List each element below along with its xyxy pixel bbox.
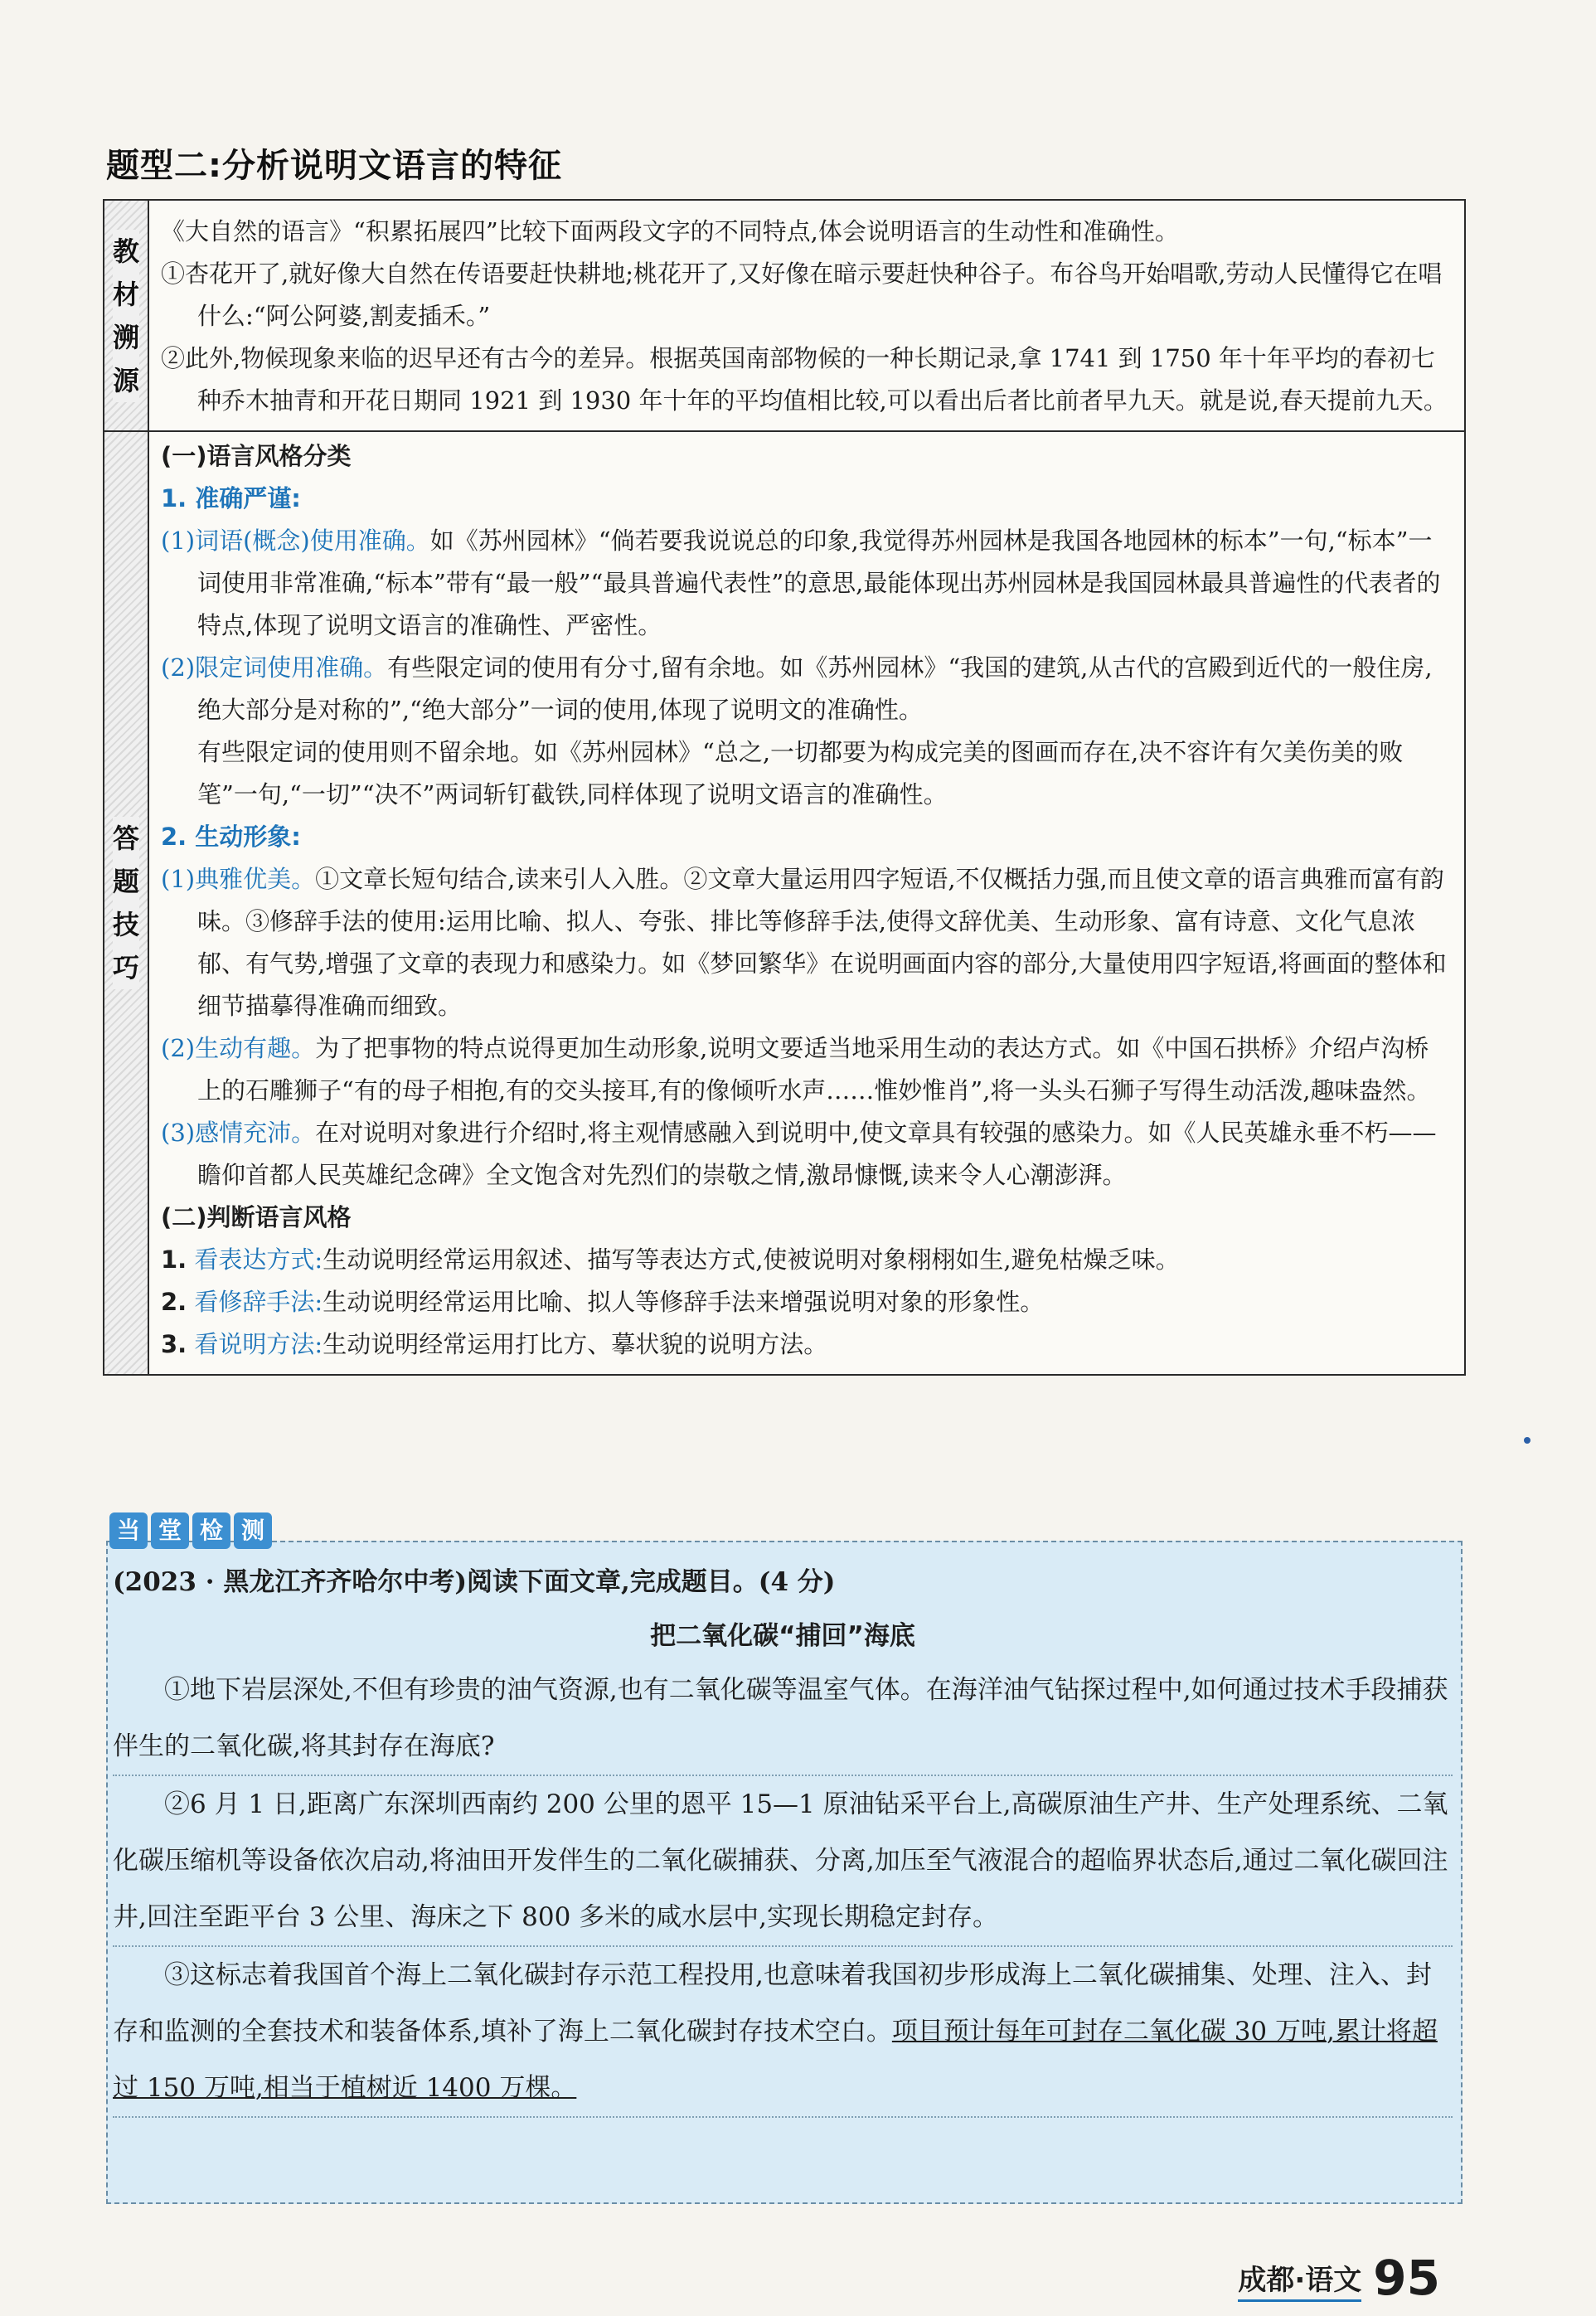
subheading-accuracy: 1. 准确严谨: — [161, 484, 301, 512]
knowledge-table — [103, 199, 1466, 1376]
skill-item: (2)限定词使用准确。有些限定词的使用有分寸,留有余地。如《苏州园林》“我国的建筑,从古代的宫殿到近代的一般住房,绝大部分是对称的”,“绝大部分”一词的使用,体现了说明文的准确性。 有些限定词的使用则不留余地。如《苏州园林》“总之,一切都要为构成完美的图画而存在,决不容许有欠美伤美的败笔”一句,“一切”“决不”两词斩钉截铁,同样体现了说明文语言的准确性。 — [161, 653, 1433, 808]
skill-item: (1)词语(概念)使用准确。如《苏州园林》“倘若要我说说总的印象,我觉得苏州园林是我国各地园林的标本”一句,“标本”一词使用非常准确,“标本”带有“最一般”“最具普遍代表性”的意思,最能体现出苏州园林是我国园林最具普遍性的代表者的特点,体现了说明文语言的准确性、严密性。 — [161, 527, 1441, 639]
article-paragraph-2: ②6 月 1 日,距离广东深圳西南约 200 公里的恩平 15—1 原油钻采平台上,高碳原油生产井、生产处理系统、二氧化碳压缩机等设备依次启动,将油田开发伴生的二氧化碳捕获、分离,加压至气液混合的超临界状态后,通过二氧化碳回注井,回注至距平台 3 公里、海床之下 800 多米的咸水层中,实现长期稳定封存。 — [113, 1776, 1453, 1947]
judge-item: 1. 看表达方式:生动说明经常运用叙述、描写等表达方式,使被说明对象栩栩如生,避免枯燥乏味。 — [161, 1245, 1180, 1274]
textbook-example-1: ①杏花开了,就好像大自然在传语要赶快耕地;桃花开了,又好像在暗示要赶快种谷子。布谷鸟开始唱歌,劳动人民懂得它在唱什么:“阿公阿婆,割麦插禾。” — [161, 260, 1443, 330]
textbook-content — [149, 201, 1464, 430]
page-number: 95 — [1373, 2250, 1440, 2306]
article-paragraph-3: ③这标志着我国首个海上二氧化碳封存示范工程投用,也意味着我国初步形成海上二氧化碳捕集、处理、注入、封存和监测的全套技术和装备体系,填补了海上二氧化碳封存技术空白。项目预计每年可封存二氧化碳 30 万吨,累计将超过 150 万吨,相当于植树近 1400 万棵。 — [113, 1947, 1453, 2118]
article-title: 把二氧化碳“捕回”海底 — [650, 1621, 915, 1651]
article-paragraph-1: ①地下岩层深处,不但有珍贵的油气资源,也有二氧化碳等温室气体。在海洋油气钻探过程中,如何通过技术手段捕获伴生的二氧化碳,将其封存在海底? — [113, 1662, 1453, 1776]
textbook-intro: 《大自然的语言》“积累拓展四”比较下面两段文字的不同特点,体会说明语言的生动性和准确性。 — [161, 217, 1179, 245]
judge-item: 3. 看说明方法:生动说明经常运用打比方、摹状貌的说明方法。 — [161, 1330, 828, 1358]
section-heading-2: (二)判断语言风格 — [161, 1203, 352, 1231]
label-char: 堂 — [151, 1512, 189, 1549]
label-char: 测 — [234, 1512, 272, 1549]
footer-subject: 成都·语文 — [1238, 2257, 1361, 2302]
in-class-test-label — [109, 1512, 272, 1549]
skill-item: (1)典雅优美。①文章长短句结合,读来引人入胜。②文章大量运用四字短语,不仅概括力强,而且使文章的语言典雅而富有韵味。③修辞手法的使用:运用比喻、拟人、夸张、排比等修辞手法,使得文辞优美、生动形象、富有诗意、文化气息浓郁、有气势,增强了文章的表现力和感染力。如《梦回繁华》在说明画面内容的部分,大量使用四字短语,将画面的整体和细节描摹得准确而细致。 — [161, 865, 1447, 1020]
skills-content — [149, 432, 1464, 1374]
textbook-example-2: ②此外,物候现象来临的迟早还有古今的差异。根据英国南部物候的一种长期记录,拿 1741 到 1750 年十年平均的春初七种乔木抽青和开花日期同 1921 到 1930 年十年的平均值相比较,可以看出后者比前者早九天。就是说,春天提前九天。 — [161, 344, 1448, 415]
skill-item: (2)生动有趣。为了把事物的特点说得更加生动形象,说明文要适当地采用生动的表达方式。如《中国石拱桥》介绍卢沟桥上的石雕狮子“有的母子相抱,有的交头接耳,有的像倾听水声……惟妙惟肖”,将一头头石狮子写得生动活泼,趣味盎然。 — [161, 1034, 1431, 1105]
skill-item: (3)感情充沛。在对说明对象进行介绍时,将主观情感融入到说明中,使文章具有较强的感染力。如《人民英雄永垂不朽——瞻仰首都人民英雄纪念碑》全文饱含对先烈们的崇敬之情,激昂慷慨,读来令人心潮澎湃。 — [161, 1119, 1437, 1189]
textbook-row — [104, 201, 1464, 430]
section-heading-1: (一)语言风格分类 — [161, 442, 352, 470]
textbook-side-label: 教材溯源 — [104, 201, 149, 430]
judge-item: 2. 看修辞手法:生动说明经常运用比喻、拟人等修辞手法来增强说明对象的形象性。 — [161, 1288, 1045, 1316]
label-char: 当 — [109, 1512, 148, 1549]
page-footer — [1238, 2250, 1440, 2306]
page-title: 题型二:分析说明文语言的特征 — [106, 147, 562, 185]
question-source: (2023 · 黑龙江齐齐哈尔中考)阅读下面文章,完成题目。(4 分) — [113, 1567, 836, 1597]
skills-side-label: 答题技巧 — [104, 432, 149, 1374]
margin-dot — [1524, 1437, 1531, 1444]
in-class-test-box — [106, 1541, 1463, 2204]
subheading-vivid: 2. 生动形象: — [161, 823, 301, 851]
skills-row — [104, 430, 1464, 1374]
label-char: 检 — [192, 1512, 230, 1549]
